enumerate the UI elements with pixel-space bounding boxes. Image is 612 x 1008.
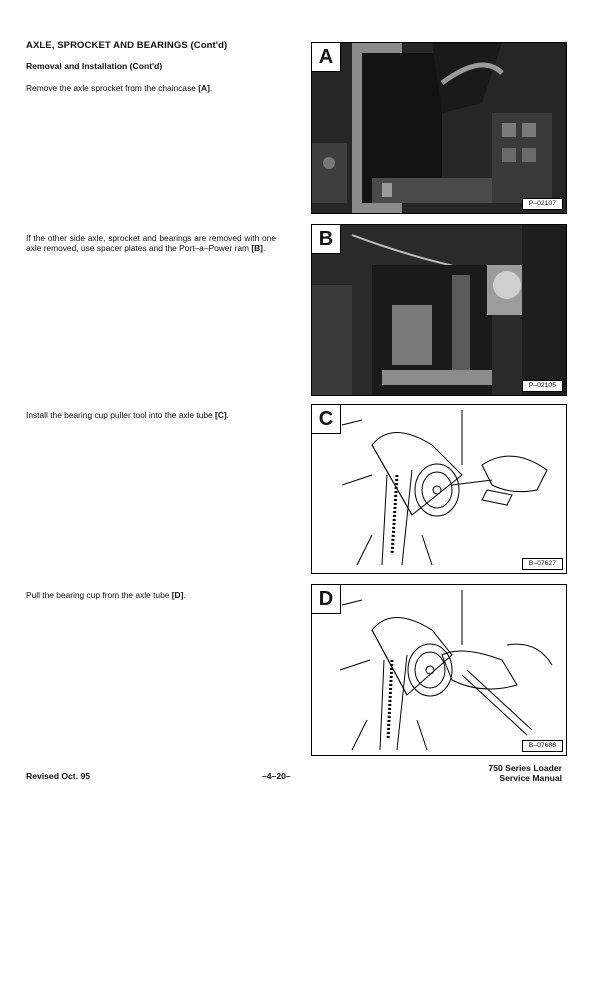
manual-title <box>488 763 562 783</box>
figure-b-photo <box>311 224 567 396</box>
figure-c-drawing <box>311 404 567 574</box>
step-paragraph-d <box>26 590 276 600</box>
step-end: . <box>209 83 213 93</box>
figure-reference: [C] <box>215 410 227 420</box>
step-end: . <box>226 410 229 420</box>
step-paragraph-a <box>26 83 276 93</box>
step-end: . <box>183 590 186 600</box>
manual-title-line2: Service Manual <box>499 773 562 783</box>
step-paragraph-b <box>26 233 276 253</box>
footer-revision: Revised Oct. 95 <box>26 771 91 781</box>
bearing-cup-puller-drawing <box>312 405 566 573</box>
figure-a-photo <box>311 42 567 214</box>
section-subtitle: Removal and Installation (Cont'd) <box>26 61 163 71</box>
pull-bearing-cup-drawing <box>312 585 566 755</box>
figure-d-drawing <box>311 584 567 756</box>
step-text: Remove the axle sprocket from the chaincase <box>26 83 199 93</box>
chaincase-photo-image <box>312 43 566 213</box>
figure-code-a: P–02107 <box>522 198 563 210</box>
figure-letter-b: B <box>312 225 341 254</box>
figure-code-c: B–07627 <box>522 558 563 570</box>
figure-reference: [B] <box>251 243 263 253</box>
figure-letter-d: D <box>312 585 341 614</box>
step-end: . <box>262 243 266 253</box>
port-a-power-ram-photo-image <box>312 225 566 395</box>
page-number: –4–20– <box>262 771 291 781</box>
figure-letter-a: A <box>312 43 341 72</box>
figure-reference: [A] <box>198 83 210 93</box>
figure-code-d: B–07686 <box>522 740 563 752</box>
section-title: AXLE, SPROCKET AND BEARINGS (Cont'd) <box>26 40 228 51</box>
step-text: If the other side axle, sprocket and bearings are removed with one axle removed, use spacer plates and the Port–a–Power ram <box>26 233 276 253</box>
step-paragraph-c <box>26 410 276 420</box>
manual-title-line1: 750 Series Loader <box>488 763 562 773</box>
figure-code-b: P–02105 <box>522 380 563 392</box>
step-text: Install the bearing cup puller tool into the axle tube <box>26 410 216 420</box>
figure-letter-c: C <box>312 405 341 434</box>
step-text: Pull the bearing cup from the axle tube <box>26 590 172 600</box>
figure-reference: [D] <box>171 590 184 600</box>
